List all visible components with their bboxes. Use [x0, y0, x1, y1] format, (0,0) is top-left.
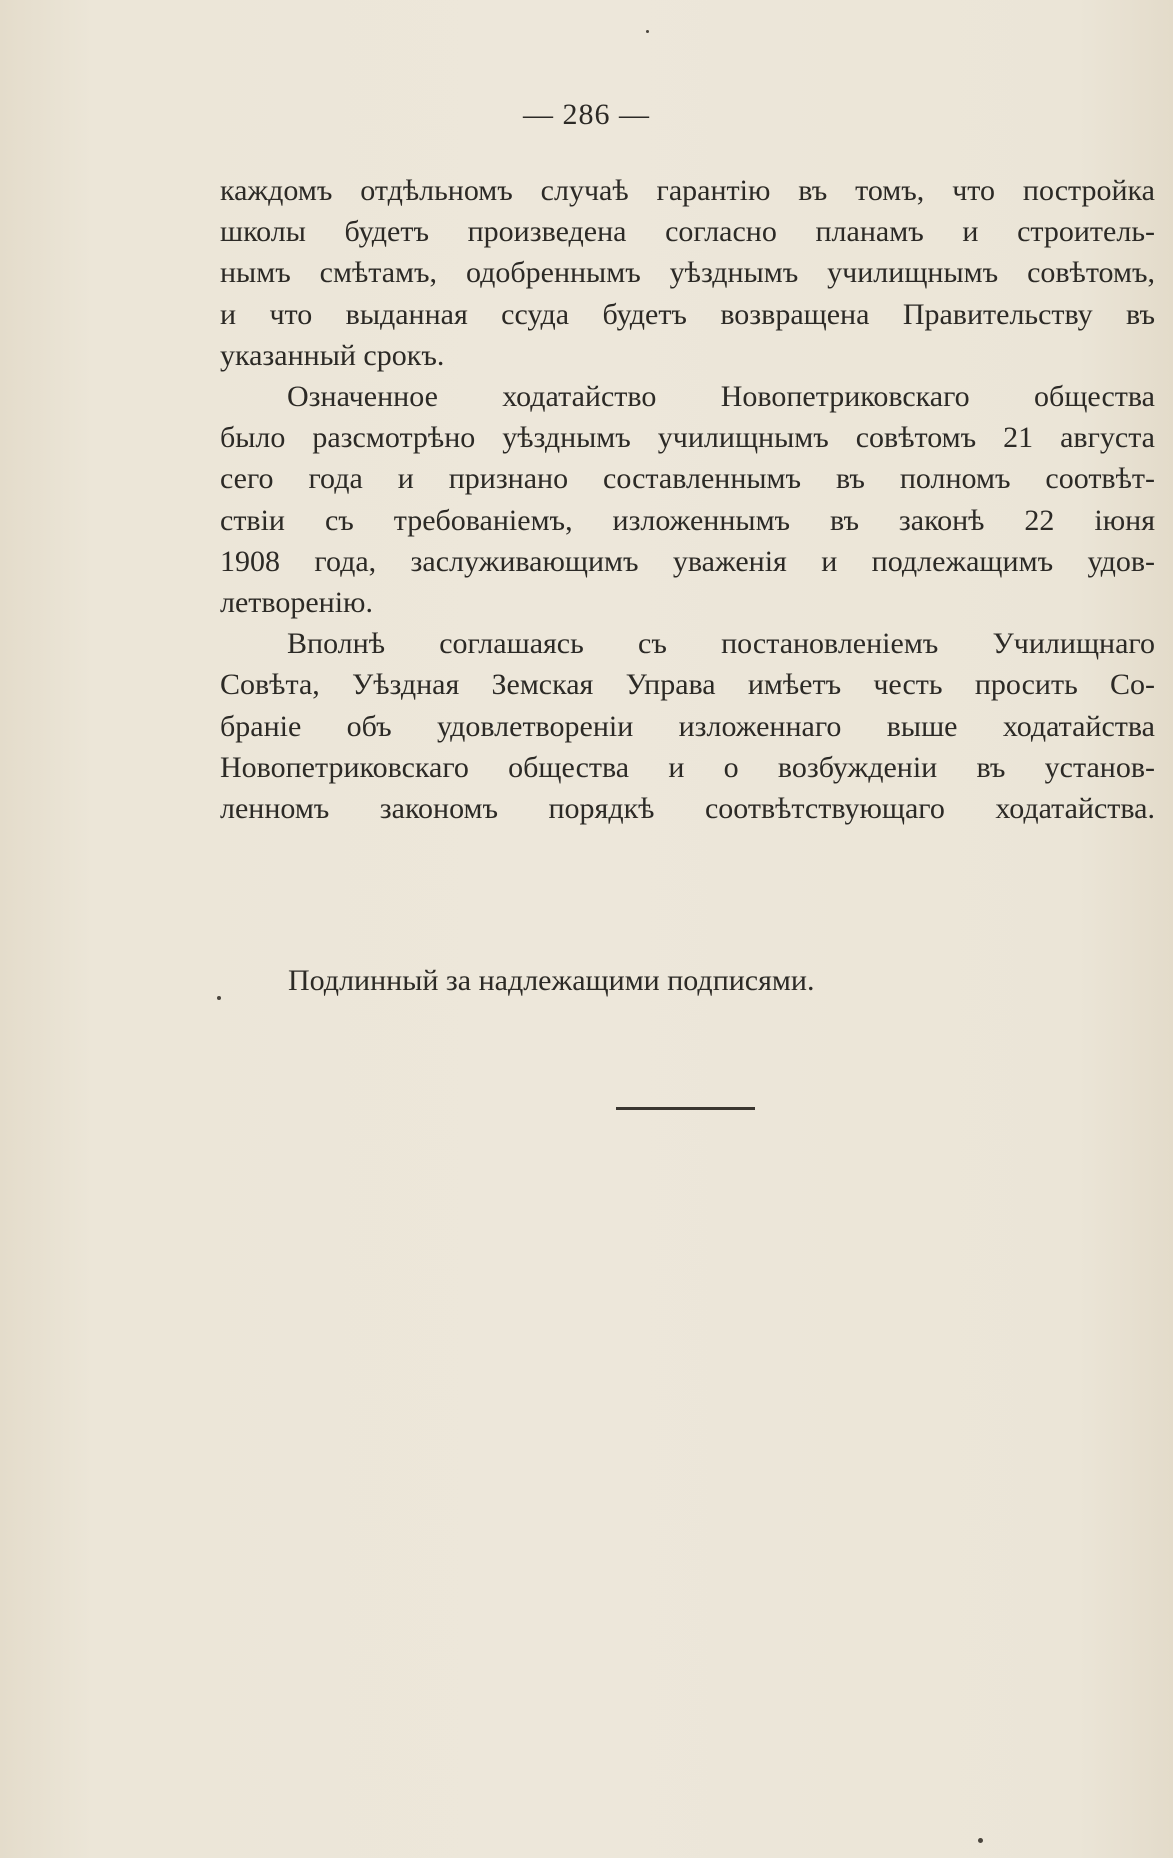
text-line: было разсмотрѣно уѣзднымъ училищнымъ совѣтомъ 21 августа [220, 421, 1155, 455]
text-line: сего года и признано составленнымъ въ полномъ соотвѣт- [220, 462, 1155, 496]
text-line: летворенію. [220, 586, 373, 620]
text-line: нымъ смѣтамъ, одобреннымъ уѣзднымъ училищнымъ совѣтомъ, [220, 256, 1155, 290]
text-line: 1908 года, заслуживающимъ уваженія и подлежащимъ удов- [220, 544, 1155, 578]
paragraph-2 [220, 376, 1155, 623]
ink-speck [646, 30, 649, 33]
paragraph-3 [220, 623, 1155, 829]
text-line: Совѣта, Уѣздная Земская Управа имѣетъ честь просить Со- [220, 668, 1155, 702]
text-line: школы будетъ произведена согласно планамъ и строитель- [220, 215, 1155, 249]
ink-speck [978, 1838, 983, 1843]
text-line: Означенное ходатайство Новопетриковскаго общества [287, 380, 1155, 414]
text-line: и что выданная ссуда будетъ возвращена Правительству въ [220, 297, 1155, 331]
page-number: — 286 — [523, 98, 650, 131]
closing-rule [616, 1107, 755, 1110]
signature-note: Подлинный за надлежащими подписями. [288, 964, 815, 997]
text-line: браніе объ удовлетвореніи изложеннаго выше ходатайства [220, 709, 1155, 743]
ink-speck [217, 996, 221, 1000]
paragraph-1 [220, 170, 1155, 376]
text-line: ленномъ закономъ порядкѣ соотвѣтствующаго ходатайства. [220, 792, 1155, 826]
text-line: Новопетриковскаго общества и о возбужденіи въ установ- [220, 750, 1155, 784]
body-text [220, 170, 1155, 829]
text-line: указанный срокъ. [220, 338, 445, 372]
text-line: ствіи съ требованіемъ, изложеннымъ въ законѣ 22 іюня [220, 503, 1155, 537]
text-line: каждомъ отдѣльномъ случаѣ гарантію въ томъ, что постройка [220, 174, 1155, 207]
text-line: Вполнѣ соглашаясь съ постановленіемъ Училищнаго [287, 627, 1155, 661]
